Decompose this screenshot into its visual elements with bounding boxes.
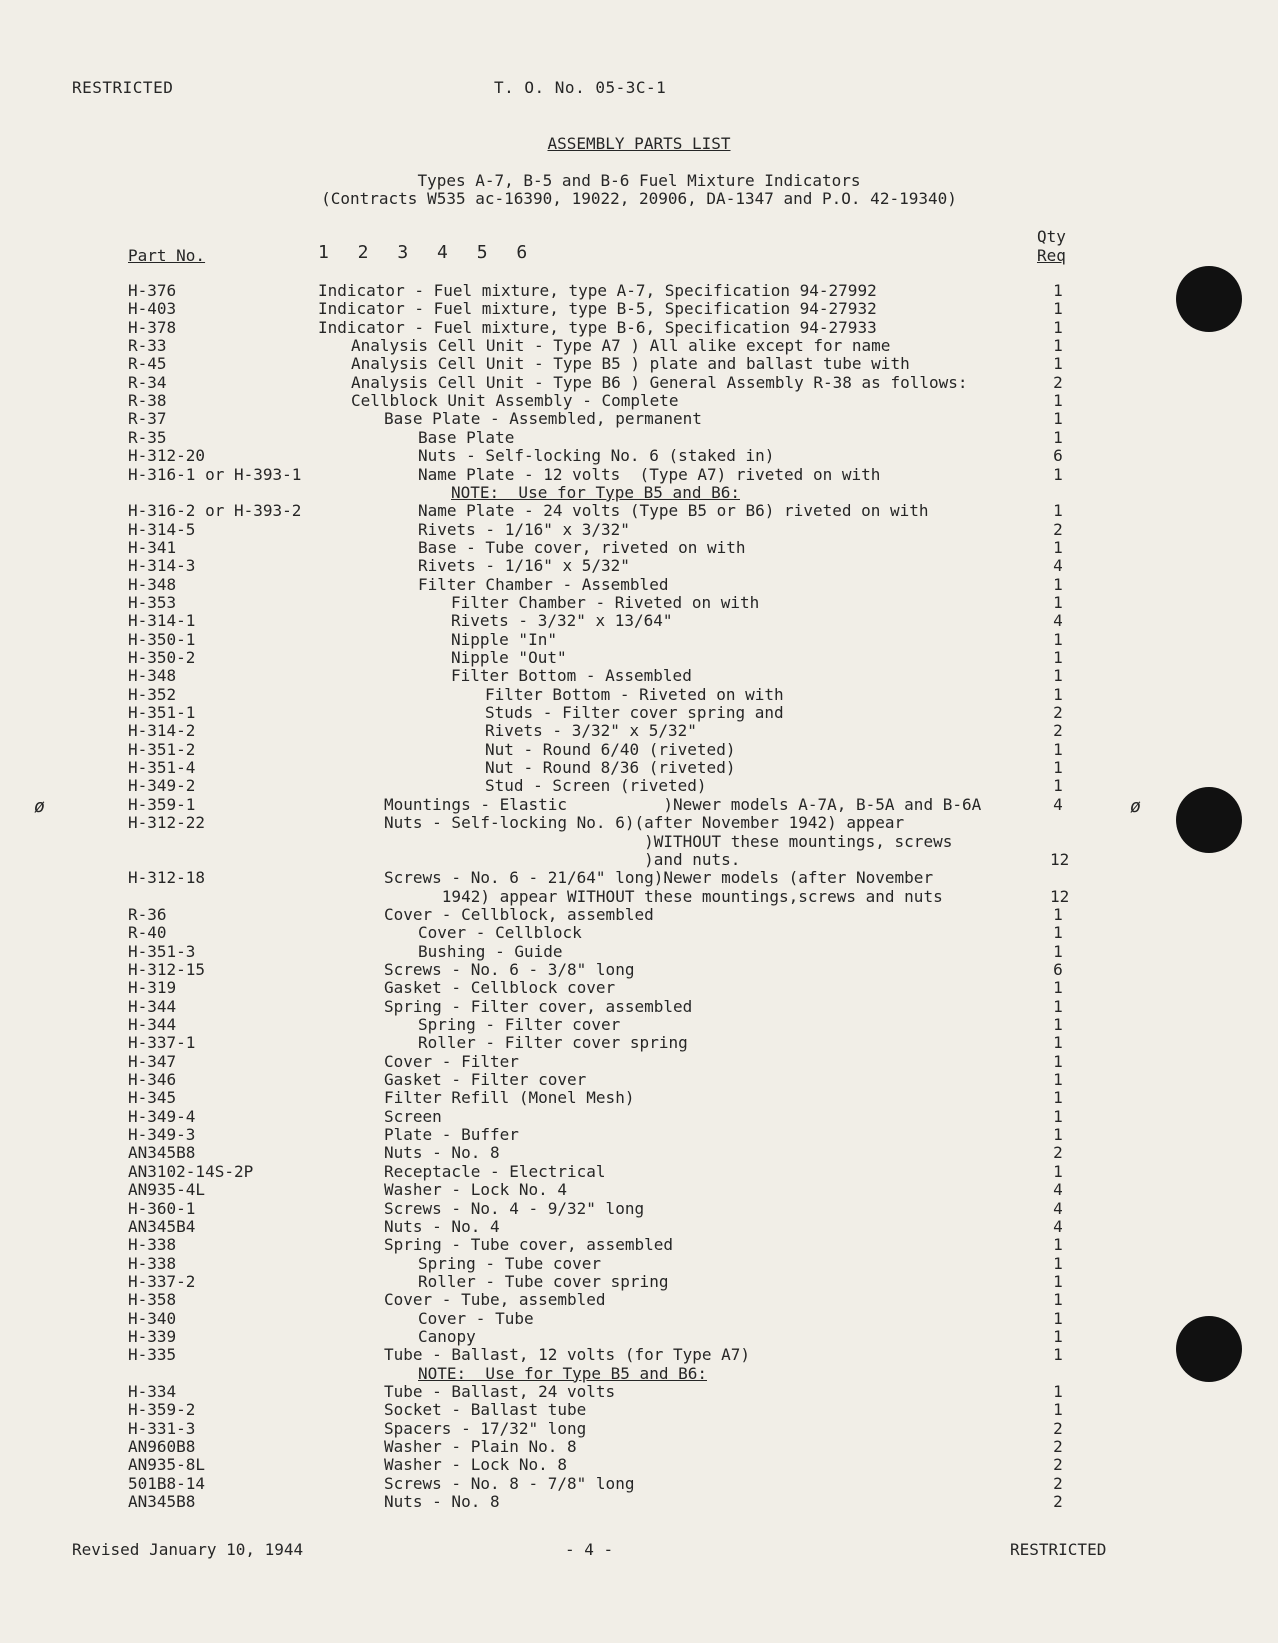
quantity-required: 1 — [1053, 1235, 1063, 1255]
table-row — [0, 1089, 1278, 1107]
quantity-required: 1 — [1053, 1345, 1063, 1365]
quantity-required: 1 — [1053, 336, 1063, 356]
part-description: Filter Chamber - Assembled — [418, 574, 669, 594]
column-header-qty: Qty — [1037, 227, 1066, 246]
part-description: NOTE: Use for Type B5 and B6: — [418, 1363, 707, 1383]
table-row — [0, 1456, 1278, 1474]
table-row — [0, 796, 1278, 814]
binder-hole — [1176, 1316, 1242, 1382]
table-row — [0, 319, 1278, 337]
part-description: Filter Refill (Monel Mesh) — [384, 1088, 635, 1108]
table-row — [0, 1200, 1278, 1218]
part-description: Socket - Ballast tube — [384, 1400, 587, 1420]
quantity-required: 1 — [1053, 409, 1063, 429]
table-row — [0, 1016, 1278, 1034]
subtitle-contracts: (Contracts W535 ac-16390, 19022, 20906, DA-1347 and P.O. 42-19340) — [321, 189, 957, 208]
part-description: Cover - Tube, assembled — [384, 1290, 606, 1310]
part-number: R-45 — [128, 354, 167, 374]
part-number: H-338 — [128, 1235, 177, 1255]
part-description: Nuts - Self-locking No. 6 (staked in) — [418, 446, 775, 466]
table-row — [0, 888, 1278, 906]
table-row — [0, 686, 1278, 704]
part-number: H-331-3 — [128, 1418, 196, 1438]
quantity-required: 2 — [1053, 703, 1063, 723]
part-description: Name Plate - 24 volts (Type B5 or B6) riveted on with — [418, 501, 929, 521]
part-description: Cover - Cellblock, assembled — [384, 904, 654, 924]
table-row — [0, 466, 1278, 484]
table-row — [0, 1310, 1278, 1328]
table-row — [0, 1236, 1278, 1254]
part-description: Spacers - 17/32" long — [384, 1418, 587, 1438]
header-tech-order: T. O. No. 05-3C-1 — [494, 78, 667, 97]
part-description: Nut - Round 6/40 (riveted) — [485, 739, 736, 759]
table-row — [0, 1144, 1278, 1162]
quantity-required: 1 — [1053, 391, 1063, 411]
part-number: H-345 — [128, 1088, 177, 1108]
part-number: H-349-3 — [128, 1125, 196, 1145]
part-description: Roller - Tube cover spring — [418, 1271, 669, 1291]
quantity-required: 1 — [1053, 354, 1063, 374]
part-number: H-351-4 — [128, 758, 196, 778]
part-number: H-314-2 — [128, 721, 196, 741]
part-description: Screen — [384, 1106, 442, 1126]
quantity-required: 1 — [1053, 299, 1063, 319]
part-description: Bushing - Guide — [418, 941, 563, 961]
quantity-required: 6 — [1053, 959, 1063, 979]
table-row — [0, 722, 1278, 740]
part-number: R-33 — [128, 336, 167, 356]
quantity-required: 2 — [1053, 1473, 1063, 1493]
part-description: Rivets - 1/16" x 5/32" — [418, 556, 630, 576]
table-row — [0, 374, 1278, 392]
part-number: H-359-2 — [128, 1400, 196, 1420]
part-number: H-350-2 — [128, 648, 196, 667]
part-number: H-337-1 — [128, 1033, 196, 1053]
table-row — [0, 612, 1278, 630]
part-number: H-360-1 — [128, 1198, 196, 1218]
part-description: Cover - Tube — [418, 1308, 534, 1328]
part-number: H-335 — [128, 1345, 177, 1365]
table-row — [0, 410, 1278, 428]
table-row — [0, 502, 1278, 520]
part-number: H-314-1 — [128, 611, 196, 631]
part-description: Gasket - Filter cover — [384, 1070, 587, 1090]
part-number: H-376 — [128, 281, 177, 300]
note-row — [0, 1365, 1278, 1383]
quantity-required: 4 — [1053, 556, 1063, 576]
part-description: Base Plate - Assembled, permanent — [384, 409, 702, 429]
note-row — [0, 484, 1278, 502]
part-description: Spring - Tube cover — [418, 1253, 602, 1273]
part-description: Studs - Filter cover spring and — [485, 703, 784, 723]
table-row — [0, 833, 1278, 851]
part-description: Tube - Ballast, 12 volts (for Type A7) — [384, 1345, 751, 1365]
part-description: Screws - No. 4 - 9/32" long — [384, 1198, 645, 1218]
part-description: Base - Tube cover, riveted on with — [418, 537, 746, 557]
table-row — [0, 704, 1278, 722]
header-classification: RESTRICTED — [72, 78, 174, 97]
part-number: H-334 — [128, 1382, 177, 1401]
table-row — [0, 1438, 1278, 1456]
table-row — [0, 906, 1278, 924]
table-row — [0, 576, 1278, 594]
part-description: Name Plate - 12 volts (Type A7) riveted on with — [418, 464, 881, 484]
quantity-required: 4 — [1053, 611, 1063, 631]
part-number: AN3102-14S-2P — [128, 1161, 254, 1181]
part-description: Analysis Cell Unit - Type A7 ) All alike except for name — [351, 336, 891, 356]
quantity-required: 1 — [1053, 978, 1063, 998]
table-row — [0, 1273, 1278, 1291]
table-row — [0, 1346, 1278, 1364]
quantity-required: 1 — [1053, 1088, 1063, 1108]
margin-mark-right: ø — [1130, 796, 1141, 817]
table-row — [0, 1034, 1278, 1052]
part-number: AN345B8 — [128, 1492, 196, 1512]
part-description: Filter Bottom - Assembled — [451, 666, 692, 686]
part-description: Nut - Round 8/36 (riveted) — [485, 758, 736, 778]
quantity-required: 12 — [1050, 849, 1070, 869]
quantity-required: 1 — [1053, 629, 1063, 649]
part-description: Rivets - 1/16" x 3/32" — [418, 519, 630, 539]
table-row — [0, 759, 1278, 777]
quantity-required: 1 — [1053, 574, 1063, 594]
part-number: H-319 — [128, 978, 177, 998]
part-number: R-34 — [128, 372, 167, 392]
part-number: R-36 — [128, 904, 167, 924]
quantity-required: 1 — [1053, 1308, 1063, 1328]
part-description: Washer - Lock No. 8 — [384, 1455, 568, 1475]
part-number: H-349-4 — [128, 1106, 196, 1126]
part-number: R-38 — [128, 391, 167, 411]
part-number: H-341 — [128, 537, 177, 557]
part-number: H-350-1 — [128, 629, 196, 649]
document-title: ASSEMBLY PARTS LIST — [547, 134, 731, 153]
table-row — [0, 1163, 1278, 1181]
quantity-required: 1 — [1053, 776, 1063, 796]
part-number: AN345B8 — [128, 1143, 196, 1163]
part-number: AN935-4L — [128, 1180, 206, 1200]
table-row — [0, 1108, 1278, 1126]
part-description: Tube - Ballast, 24 volts — [384, 1382, 616, 1401]
part-description: Spring - Tube cover, assembled — [384, 1235, 673, 1255]
part-description: Screws - No. 6 - 21/64" long)Newer models (after November — [384, 868, 934, 888]
column-header-req: Req — [1037, 246, 1066, 265]
table-row — [0, 557, 1278, 575]
table-row — [0, 1420, 1278, 1438]
quantity-required: 2 — [1053, 1455, 1063, 1475]
part-number: H-378 — [128, 317, 177, 337]
binder-hole — [1176, 787, 1242, 853]
table-row — [0, 594, 1278, 612]
table-row — [0, 649, 1278, 667]
part-number: H-351-1 — [128, 703, 196, 723]
part-description: Roller - Filter cover spring — [418, 1033, 688, 1053]
part-number: 501B8-14 — [128, 1473, 206, 1493]
part-description: Base Plate — [418, 427, 515, 447]
quantity-required: 1 — [1053, 1125, 1063, 1145]
quantity-required: 1 — [1053, 1382, 1063, 1401]
binder-hole — [1176, 266, 1242, 332]
part-number: H-312-18 — [128, 868, 206, 888]
part-description: Nipple "Out" — [451, 648, 567, 667]
quantity-required: 1 — [1053, 1161, 1063, 1181]
table-row — [0, 521, 1278, 539]
table-row — [0, 741, 1278, 759]
part-number: H-344 — [128, 1015, 177, 1034]
quantity-required: 1 — [1053, 666, 1063, 686]
column-header-part-no: Part No. — [128, 246, 206, 265]
table-row — [0, 1475, 1278, 1493]
part-description: Washer - Lock No. 4 — [384, 1180, 568, 1200]
part-description: NOTE: Use for Type B5 and B6: — [451, 482, 740, 502]
part-number: H-312-15 — [128, 959, 206, 979]
table-row — [0, 447, 1278, 465]
quantity-required: 2 — [1053, 1418, 1063, 1438]
quantity-required: 1 — [1053, 1271, 1063, 1291]
part-number: H-351-3 — [128, 941, 196, 961]
table-row — [0, 1218, 1278, 1236]
table-row — [0, 392, 1278, 410]
table-row — [0, 1181, 1278, 1199]
part-number: H-337-2 — [128, 1271, 196, 1291]
part-description: Indicator - Fuel mixture, type B-5, Specification 94-27932 — [318, 299, 877, 319]
table-row — [0, 355, 1278, 373]
part-number: H-312-22 — [128, 813, 206, 833]
part-description: Cellblock Unit Assembly - Complete — [351, 391, 679, 411]
quantity-required: 1 — [1053, 1253, 1063, 1273]
table-row — [0, 1291, 1278, 1309]
part-description: Nipple "In" — [451, 629, 557, 649]
quantity-required: 1 — [1053, 648, 1063, 667]
part-number: AN960B8 — [128, 1437, 196, 1457]
table-row — [0, 667, 1278, 685]
part-number: AN935-8L — [128, 1455, 206, 1475]
part-number: H-351-2 — [128, 739, 196, 759]
table-row — [0, 539, 1278, 557]
part-number: H-352 — [128, 684, 177, 704]
part-description: Canopy — [418, 1326, 476, 1346]
part-description: Nuts - No. 8 — [384, 1143, 500, 1163]
table-row — [0, 1383, 1278, 1401]
part-description: )WITHOUT these mountings, screws — [384, 831, 953, 851]
table-row — [0, 300, 1278, 318]
quantity-required: 1 — [1053, 1015, 1063, 1034]
quantity-required: 1 — [1053, 739, 1063, 759]
part-number: H-344 — [128, 996, 177, 1016]
quantity-required: 1 — [1053, 904, 1063, 924]
part-description: Filter Bottom - Riveted on with — [485, 684, 784, 704]
part-description: Indicator - Fuel mixture, type A-7, Specification 94-27992 — [318, 281, 877, 300]
part-description: )and nuts. — [384, 849, 741, 869]
part-number: H-349-2 — [128, 776, 196, 796]
quantity-required: 2 — [1053, 1143, 1063, 1163]
margin-mark-left: ø — [34, 796, 45, 817]
part-number: H-348 — [128, 666, 177, 686]
part-number: H-316-2 or H-393-2 — [128, 501, 302, 521]
part-number: H-314-3 — [128, 556, 196, 576]
part-number: H-353 — [128, 592, 177, 612]
quantity-required: 1 — [1053, 758, 1063, 778]
part-number: R-35 — [128, 427, 167, 447]
table-row — [0, 777, 1278, 795]
part-number: H-338 — [128, 1253, 177, 1273]
part-description: Stud - Screen (riveted) — [485, 776, 707, 796]
quantity-required: 1 — [1053, 1051, 1063, 1071]
quantity-required: 1 — [1053, 501, 1063, 521]
table-row — [0, 337, 1278, 355]
part-description: Nuts - No. 8 — [384, 1492, 500, 1512]
quantity-required: 2 — [1053, 1437, 1063, 1457]
part-number: AN345B4 — [128, 1216, 196, 1236]
quantity-required: 2 — [1053, 1492, 1063, 1512]
part-description: Rivets - 3/32" x 13/64" — [451, 611, 673, 631]
part-number: H-348 — [128, 574, 177, 594]
quantity-required: 4 — [1053, 794, 1063, 814]
quantity-required: 4 — [1053, 1198, 1063, 1218]
part-description: 1942) appear WITHOUT these mountings,screws and nuts — [384, 886, 943, 906]
part-number: R-40 — [128, 923, 167, 943]
part-number: H-358 — [128, 1290, 177, 1310]
table-row — [0, 631, 1278, 649]
part-number: H-316-1 or H-393-1 — [128, 464, 302, 484]
quantity-required: 4 — [1053, 1216, 1063, 1236]
quantity-required: 12 — [1050, 886, 1070, 906]
quantity-required: 1 — [1053, 996, 1063, 1016]
table-row — [0, 998, 1278, 1016]
table-row — [0, 943, 1278, 961]
part-number: H-346 — [128, 1070, 177, 1090]
quantity-required: 2 — [1053, 721, 1063, 741]
quantity-required: 1 — [1053, 941, 1063, 961]
quantity-required: 1 — [1053, 1070, 1063, 1090]
part-description: Filter Chamber - Riveted on with — [451, 592, 760, 612]
quantity-required: 1 — [1053, 923, 1063, 943]
quantity-required: 4 — [1053, 1180, 1063, 1200]
footer-page-number: - 4 - — [565, 1540, 614, 1559]
quantity-required: 1 — [1053, 1290, 1063, 1310]
part-description: Spring - Filter cover, assembled — [384, 996, 693, 1016]
part-number: H-339 — [128, 1326, 177, 1346]
table-row — [0, 429, 1278, 447]
part-description: Mountings - Elastic )Newer models A-7A, B-5A and B-6A — [384, 794, 982, 814]
quantity-required: 6 — [1053, 446, 1063, 466]
part-number: H-347 — [128, 1051, 177, 1071]
table-row — [0, 282, 1278, 300]
table-row — [0, 869, 1278, 887]
part-description: Gasket - Cellblock cover — [384, 978, 616, 998]
part-description: Cover - Filter — [384, 1051, 519, 1071]
table-row — [0, 1053, 1278, 1071]
column-header-levels: 1 2 3 4 5 6 — [318, 242, 537, 263]
footer-classification: RESTRICTED — [1010, 1540, 1107, 1559]
quantity-required: 1 — [1053, 464, 1063, 484]
quantity-required: 1 — [1053, 427, 1063, 447]
part-description: Plate - Buffer — [384, 1125, 519, 1145]
part-description: Indicator - Fuel mixture, type B-6, Specification 94-27933 — [318, 317, 877, 337]
quantity-required: 1 — [1053, 317, 1063, 337]
table-row — [0, 1401, 1278, 1419]
part-number: H-340 — [128, 1308, 177, 1328]
quantity-required: 1 — [1053, 1326, 1063, 1346]
quantity-required: 1 — [1053, 1033, 1063, 1053]
part-description: Screws - No. 6 - 3/8" long — [384, 959, 635, 979]
quantity-required: 2 — [1053, 519, 1063, 539]
part-description: Nuts - No. 4 — [384, 1216, 500, 1236]
subtitle-types: Types A-7, B-5 and B-6 Fuel Mixture Indicators — [417, 171, 861, 190]
table-row — [0, 1493, 1278, 1511]
part-description: Spring - Filter cover — [418, 1015, 621, 1034]
part-number: R-37 — [128, 409, 167, 429]
table-row — [0, 979, 1278, 997]
quantity-required: 1 — [1053, 1106, 1063, 1126]
quantity-required: 2 — [1053, 372, 1063, 392]
part-description: Analysis Cell Unit - Type B5 ) plate and ballast tube with — [351, 354, 910, 374]
quantity-required: 1 — [1053, 1400, 1063, 1420]
quantity-required: 1 — [1053, 684, 1063, 704]
table-row — [0, 961, 1278, 979]
quantity-required: 1 — [1053, 537, 1063, 557]
part-number: H-403 — [128, 299, 177, 319]
part-number: H-314-5 — [128, 519, 196, 539]
table-row — [0, 1255, 1278, 1273]
part-number: H-359-1 — [128, 794, 196, 814]
table-row — [0, 1126, 1278, 1144]
part-number: H-312-20 — [128, 446, 206, 466]
part-description: Washer - Plain No. 8 — [384, 1437, 577, 1457]
part-description: Rivets - 3/32" x 5/32" — [485, 721, 697, 741]
part-description: Nuts - Self-locking No. 6)(after November 1942) appear — [384, 813, 905, 833]
footer-revision-date: Revised January 10, 1944 — [72, 1540, 304, 1559]
part-description: Screws - No. 8 - 7/8" long — [384, 1473, 635, 1493]
quantity-required: 1 — [1053, 281, 1063, 300]
table-row — [0, 924, 1278, 942]
part-description: Cover - Cellblock — [418, 923, 582, 943]
table-row — [0, 1071, 1278, 1089]
table-row — [0, 851, 1278, 869]
quantity-required: 1 — [1053, 592, 1063, 612]
table-row — [0, 1328, 1278, 1346]
table-row — [0, 814, 1278, 832]
part-description: Analysis Cell Unit - Type B6 ) General Assembly R-38 as follows: — [351, 372, 968, 392]
part-description: Receptacle - Electrical — [384, 1161, 606, 1181]
